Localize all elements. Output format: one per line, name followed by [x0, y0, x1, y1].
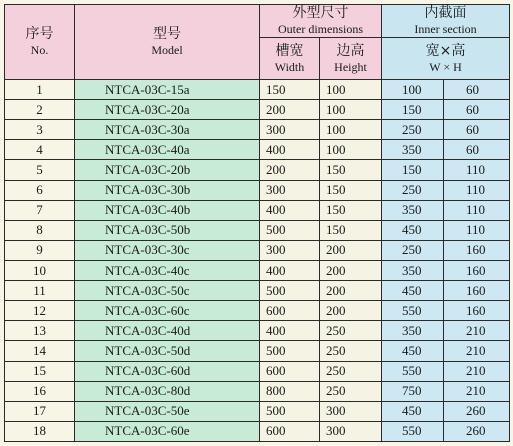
table-row — [5, 160, 510, 180]
cell-inner-width: 150 — [382, 160, 444, 180]
cell-model: NTCA-03C-15a — [75, 80, 260, 100]
cell-model: NTCA-03C-30c — [75, 240, 260, 260]
cell-inner-width: 250 — [382, 180, 444, 200]
cell-no: 9 — [5, 240, 75, 260]
cell-height: 200 — [320, 281, 382, 301]
cell-width: 400 — [260, 260, 320, 280]
cell-inner-width: 450 — [382, 341, 444, 361]
header-width — [260, 38, 320, 80]
cell-inner-width: 350 — [382, 140, 444, 160]
table-row — [5, 180, 510, 200]
cell-model: NTCA-03C-40b — [75, 200, 260, 220]
cell-inner-height: 160 — [444, 260, 510, 280]
cell-inner-width: 150 — [382, 100, 444, 120]
cell-height: 150 — [320, 160, 382, 180]
header-inner — [382, 5, 510, 38]
cell-inner-height: 110 — [444, 200, 510, 220]
cell-no: 16 — [5, 381, 75, 401]
table-row — [5, 140, 510, 160]
cell-model: NTCA-03C-50b — [75, 220, 260, 240]
cell-height: 250 — [320, 381, 382, 401]
cell-model: NTCA-03C-60d — [75, 361, 260, 381]
cell-width: 150 — [260, 80, 320, 100]
header-height-zh: 边高 — [336, 42, 365, 59]
cell-width: 500 — [260, 281, 320, 301]
cell-no: 13 — [5, 321, 75, 341]
header-no-zh: 序号 — [25, 26, 54, 42]
cell-no: 4 — [5, 140, 75, 160]
cell-no: 8 — [5, 220, 75, 240]
cell-inner-height: 110 — [444, 180, 510, 200]
cell-inner-height: 60 — [444, 100, 510, 120]
table-row — [5, 240, 510, 260]
cell-width: 500 — [260, 220, 320, 240]
cell-height: 250 — [320, 341, 382, 361]
cell-model: NTCA-03C-30b — [75, 180, 260, 200]
cell-model: NTCA-03C-50d — [75, 341, 260, 361]
header-height-en: Height — [334, 59, 367, 74]
header-outer-zh: 外型尺寸 — [292, 5, 349, 21]
table-row — [5, 80, 510, 100]
table-row — [5, 381, 510, 401]
cell-model: NTCA-03C-40a — [75, 140, 260, 160]
cell-inner-height: 210 — [444, 341, 510, 361]
cell-width: 300 — [260, 240, 320, 260]
header-model-zh: 型号 — [153, 26, 181, 42]
cell-inner-width: 350 — [382, 321, 444, 341]
cell-no: 5 — [5, 160, 75, 180]
cell-inner-width: 550 — [382, 361, 444, 381]
cell-no: 17 — [5, 401, 75, 421]
cell-inner-height: 260 — [444, 401, 510, 421]
cell-inner-width: 750 — [382, 381, 444, 401]
cell-no: 10 — [5, 260, 75, 280]
cell-width: 800 — [260, 381, 320, 401]
table-row — [5, 301, 510, 321]
header-outer-en: Outer dimensions — [278, 22, 363, 36]
table-row — [5, 220, 510, 240]
header-width-zh: 槽宽 — [275, 42, 304, 59]
spec-table-container — [4, 4, 509, 442]
header-height — [320, 38, 382, 80]
cell-model: NTCA-03C-30a — [75, 120, 260, 140]
table-row — [5, 260, 510, 280]
cell-height: 300 — [320, 421, 382, 441]
table-row — [5, 421, 510, 441]
cell-width: 200 — [260, 160, 320, 180]
cell-width: 400 — [260, 200, 320, 220]
cell-height: 200 — [320, 301, 382, 321]
cell-inner-height: 210 — [444, 381, 510, 401]
cell-inner-width: 550 — [382, 301, 444, 321]
header-inner-zh: 内截面 — [424, 5, 467, 21]
cell-height: 200 — [320, 260, 382, 280]
cell-model: NTCA-03C-40d — [75, 321, 260, 341]
cell-inner-width: 250 — [382, 240, 444, 260]
cell-no: 11 — [5, 281, 75, 301]
table-row — [5, 341, 510, 361]
cell-inner-width: 450 — [382, 401, 444, 421]
cell-inner-height: 160 — [444, 240, 510, 260]
cell-no: 6 — [5, 180, 75, 200]
table-row — [5, 281, 510, 301]
cell-no: 18 — [5, 421, 75, 441]
header-outer — [260, 5, 382, 38]
cell-inner-width: 450 — [382, 281, 444, 301]
spec-table — [4, 4, 510, 442]
cell-inner-height: 60 — [444, 140, 510, 160]
cell-model: NTCA-03C-60c — [75, 301, 260, 321]
cell-model: NTCA-03C-50e — [75, 401, 260, 421]
header-no-en: No. — [30, 43, 49, 57]
cell-height: 150 — [320, 180, 382, 200]
cell-inner-height: 260 — [444, 421, 510, 441]
cell-inner-width: 450 — [382, 220, 444, 240]
cell-model: NTCA-03C-20a — [75, 100, 260, 120]
cell-height: 150 — [320, 200, 382, 220]
cell-no: 15 — [5, 361, 75, 381]
table-body — [5, 80, 510, 442]
cell-model: NTCA-03C-60e — [75, 421, 260, 441]
cell-width: 200 — [260, 100, 320, 120]
cell-no: 14 — [5, 341, 75, 361]
cell-width: 600 — [260, 361, 320, 381]
cell-width: 600 — [260, 301, 320, 321]
cell-inner-height: 60 — [444, 120, 510, 140]
table-row — [5, 120, 510, 140]
cell-height: 100 — [320, 80, 382, 100]
cell-no: 7 — [5, 200, 75, 220]
table-row — [5, 100, 510, 120]
cell-inner-height: 160 — [444, 301, 510, 321]
cell-width: 300 — [260, 180, 320, 200]
cell-inner-height: 210 — [444, 361, 510, 381]
header-no — [5, 5, 75, 80]
cell-width: 600 — [260, 421, 320, 441]
cell-height: 100 — [320, 120, 382, 140]
cell-inner-width: 250 — [382, 120, 444, 140]
cell-no: 12 — [5, 301, 75, 321]
cell-inner-height: 210 — [444, 321, 510, 341]
cell-model: NTCA-03C-40c — [75, 260, 260, 280]
header-model-en: Model — [151, 43, 183, 57]
cell-inner-width: 350 — [382, 200, 444, 220]
cell-inner-width: 100 — [382, 80, 444, 100]
cell-model: NTCA-03C-50c — [75, 281, 260, 301]
cell-no: 3 — [5, 120, 75, 140]
table-row — [5, 361, 510, 381]
cell-height: 200 — [320, 240, 382, 260]
cell-model: NTCA-03C-80d — [75, 381, 260, 401]
cell-model: NTCA-03C-20b — [75, 160, 260, 180]
cell-inner-height: 60 — [444, 80, 510, 100]
header-wh-en: W × H — [429, 59, 462, 74]
cell-no: 2 — [5, 100, 75, 120]
cell-inner-height: 160 — [444, 281, 510, 301]
table-row — [5, 321, 510, 341]
cell-width: 500 — [260, 401, 320, 421]
header-wh-zh: 宽×高 — [425, 42, 466, 59]
table-row — [5, 200, 510, 220]
cell-width: 400 — [260, 321, 320, 341]
cell-inner-width: 350 — [382, 260, 444, 280]
cell-width: 500 — [260, 341, 320, 361]
header-width-en: Width — [274, 59, 305, 74]
cell-width: 300 — [260, 120, 320, 140]
header-model — [75, 5, 260, 80]
cell-width: 400 — [260, 140, 320, 160]
cell-inner-height: 110 — [444, 160, 510, 180]
cell-height: 300 — [320, 401, 382, 421]
cell-no: 1 — [5, 80, 75, 100]
cell-inner-width: 550 — [382, 421, 444, 441]
cell-height: 250 — [320, 361, 382, 381]
cell-height: 250 — [320, 321, 382, 341]
cell-inner-height: 110 — [444, 220, 510, 240]
header-inner-en: Inner section — [414, 22, 477, 36]
header-wh — [382, 38, 510, 80]
table-row — [5, 401, 510, 421]
cell-height: 150 — [320, 220, 382, 240]
cell-height: 100 — [320, 140, 382, 160]
cell-height: 100 — [320, 100, 382, 120]
